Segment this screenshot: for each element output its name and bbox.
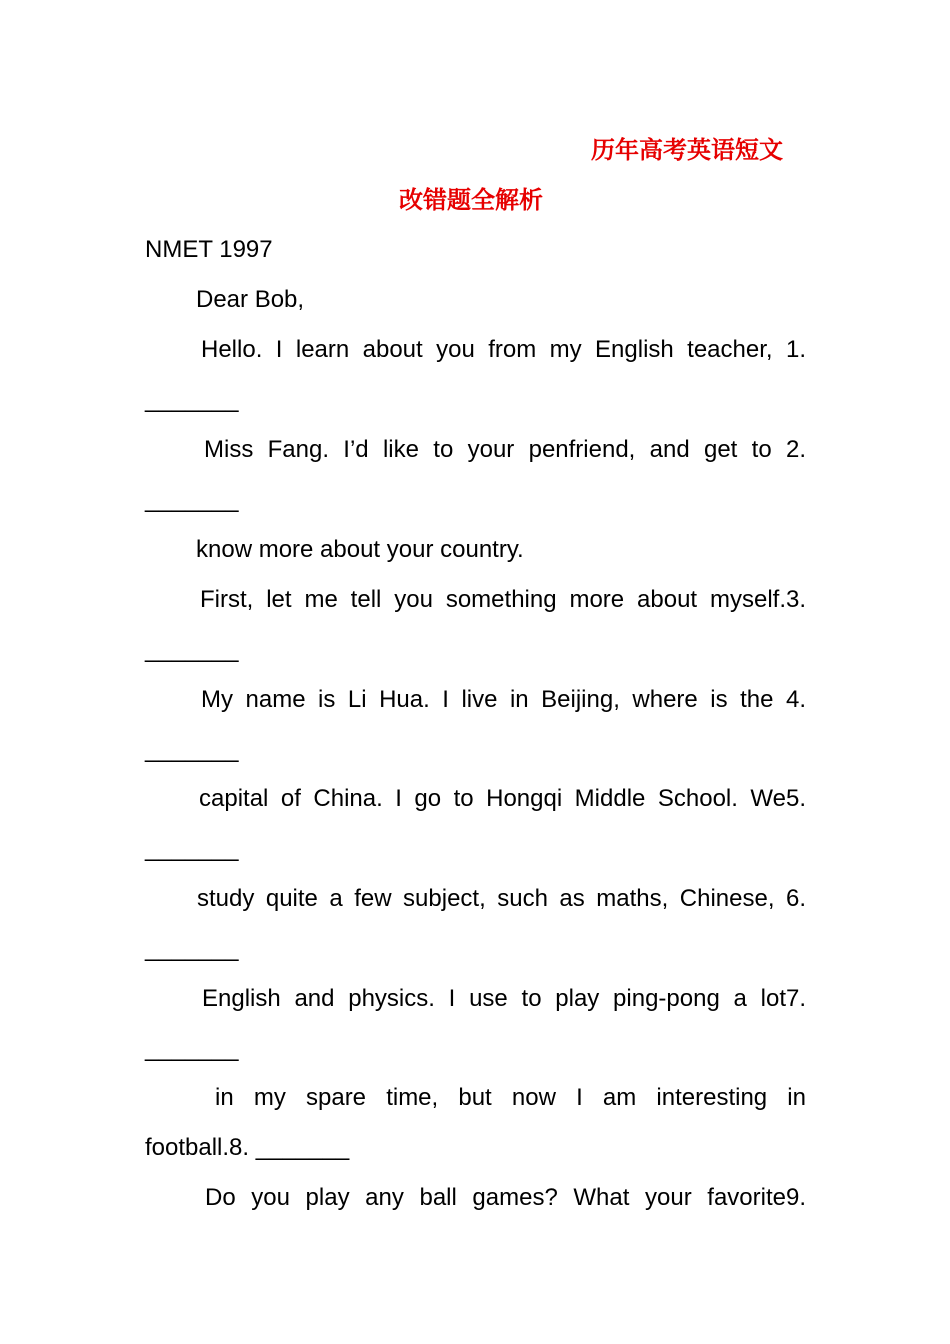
salutation: Dear Bob,	[196, 286, 305, 313]
text-line-7: study quite a few subject, such as maths, Chinese, 6.	[197, 885, 806, 912]
text-line-10: football.8. _______	[145, 1134, 350, 1161]
text-line-1: Hello. I learn about you from my English teacher, 1.	[201, 336, 806, 363]
heading-line-2: 改错题全解析	[399, 186, 543, 214]
text-line-2: Miss Fang. I’d like to your penfriend, and get to 2.	[204, 436, 806, 463]
answer-blank-3: _______	[145, 636, 239, 663]
text-line-5: My name is Li Hua. I live in Beijing, where is the 4.	[201, 686, 806, 713]
answer-blank-2: _______	[145, 486, 239, 513]
heading-line-1: 历年高考英语短文	[591, 136, 783, 164]
text-line-11: Do you play any ball games? What your favorite9.	[205, 1184, 806, 1211]
answer-blank-6: _______	[145, 935, 239, 962]
text-line-4: First, let me tell you something more about myself.3.	[200, 586, 806, 613]
answer-blank-5: _______	[145, 835, 239, 862]
text-line-6: capital of China. I go to Hongqi Middle School. We5.	[199, 785, 806, 812]
text-line-9: in my spare time, but now I am interesting in	[215, 1084, 806, 1111]
exam-label: NMET 1997	[145, 236, 273, 263]
text-line-3: know more about your country.	[196, 536, 524, 563]
text-line-8: English and physics. I use to play ping-pong a lot7.	[202, 985, 806, 1012]
answer-blank-1: _______	[145, 386, 239, 413]
answer-blank-4: _______	[145, 736, 239, 763]
answer-blank-7: _______	[145, 1035, 239, 1062]
